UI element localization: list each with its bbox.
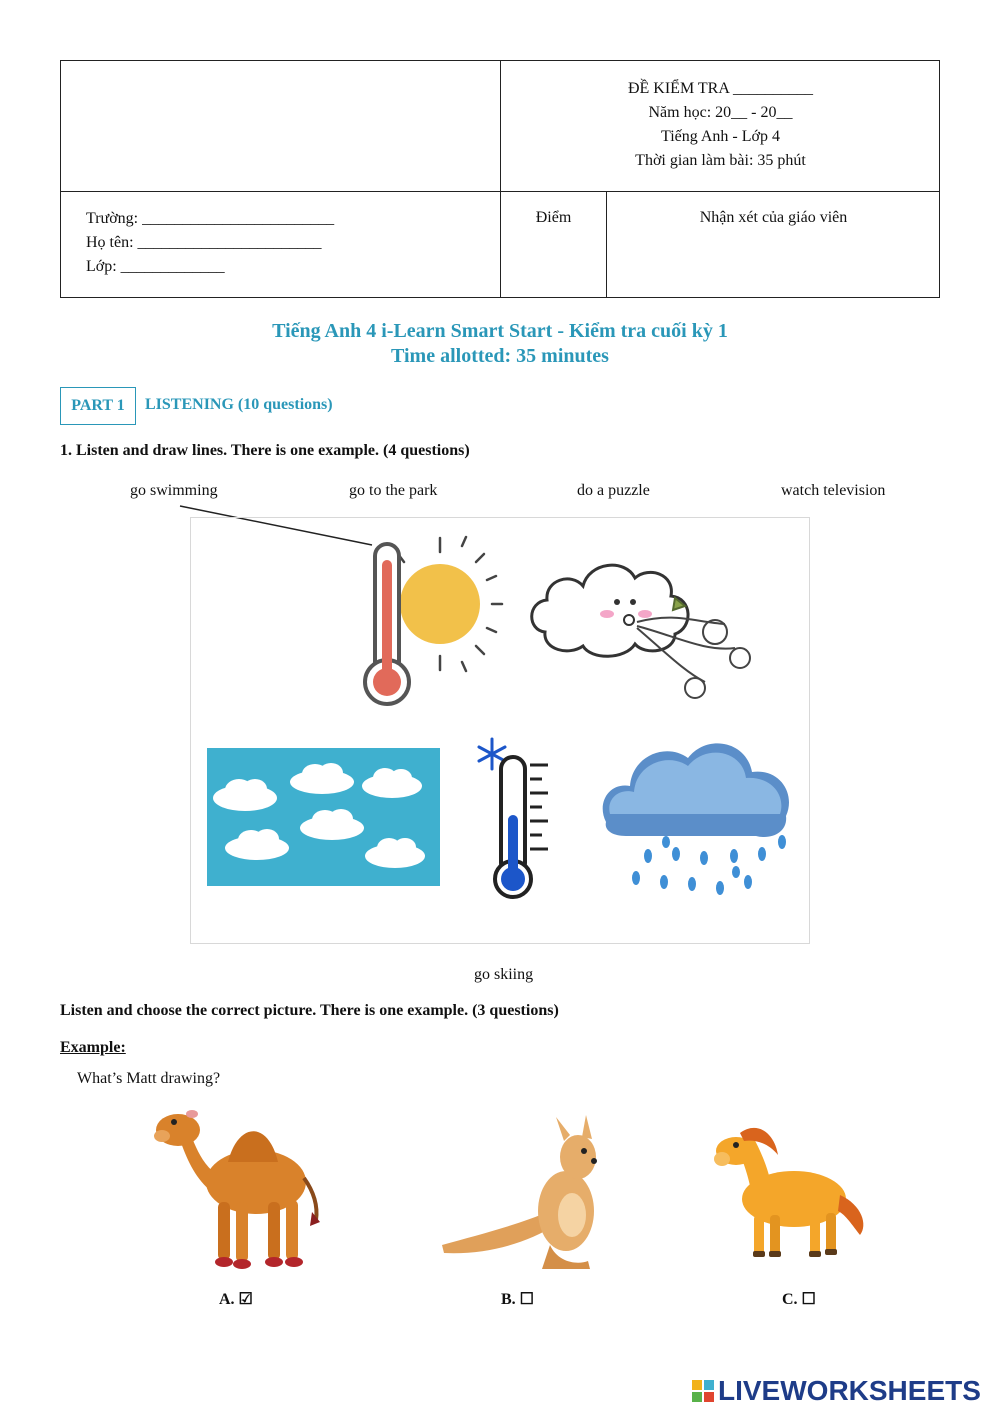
thermometer-icon [365, 544, 409, 704]
option-c-checkbox[interactable]: C. ☐ [782, 1291, 816, 1308]
rainy-weather-picture[interactable] [596, 732, 796, 902]
time-allotted: Time allotted: 35 minutes [391, 345, 609, 367]
worksheet-title: Tiếng Anh 4 i-Learn Smart Start - Kiểm tra cuối kỳ 1 [272, 320, 728, 342]
name-field[interactable]: Họ tên: _______________________ [86, 234, 322, 251]
sun-icon [398, 537, 502, 671]
example-question: What’s Matt drawing? [77, 1070, 221, 1087]
school-field[interactable]: Trường: ________________________ [86, 210, 335, 227]
horse-icon [714, 1128, 863, 1257]
thermometer-icon [495, 757, 548, 897]
comment-label: Nhận xét của giáo viên [699, 209, 848, 226]
horse-picture[interactable] [712, 1115, 872, 1263]
kangaroo-icon [442, 1115, 597, 1269]
subject: Tiếng Anh - Lớp 4 [661, 128, 780, 145]
word-option[interactable]: go to the park [349, 482, 438, 499]
option-a-checkbox[interactable]: A. ☑ [219, 1291, 253, 1308]
wind-cloud-icon [532, 565, 688, 656]
rain-cloud-icon [603, 743, 789, 837]
score-label: Điểm [535, 209, 572, 226]
duration: Thời gian làm bài: 35 phút [635, 152, 806, 169]
kangaroo-picture[interactable] [438, 1115, 603, 1270]
option-b-checkbox[interactable]: B. ☐ [501, 1291, 535, 1308]
liveworksheets-logo [692, 1375, 981, 1407]
word-option[interactable]: go swimming [130, 482, 218, 499]
class-field[interactable]: Lớp: _____________ [86, 258, 225, 275]
question-2-instruction: Listen and choose the correct picture. There is one example. (3 questions) [60, 1002, 559, 1019]
cold-weather-picture[interactable] [474, 735, 554, 900]
logo-text: LIVEWORKSHEETS [718, 1375, 981, 1406]
school-year: Năm học: 20__ - 20__ [648, 104, 793, 121]
part-tag: PART 1 [60, 387, 136, 425]
cloudy-sky-picture[interactable] [207, 748, 440, 886]
word-option[interactable]: do a puzzle [577, 482, 650, 499]
logo-icon [692, 1377, 714, 1399]
example-line [0, 0, 1000, 600]
example-label: Example: [60, 1039, 126, 1056]
raindrops [632, 835, 786, 895]
camel-picture[interactable] [148, 1102, 326, 1270]
part-label: LISTENING (10 questions) [145, 396, 333, 413]
question-1-instruction: 1. Listen and draw lines. There is one example. (4 questions) [60, 442, 470, 459]
exam-title: ĐỀ KIỂM TRA __________ [627, 80, 814, 97]
camel-icon [154, 1110, 320, 1269]
word-option[interactable]: go skiing [474, 966, 534, 983]
windy-weather-picture[interactable] [525, 552, 765, 707]
hot-weather-picture[interactable] [350, 532, 505, 712]
word-option[interactable]: watch television [781, 482, 886, 499]
